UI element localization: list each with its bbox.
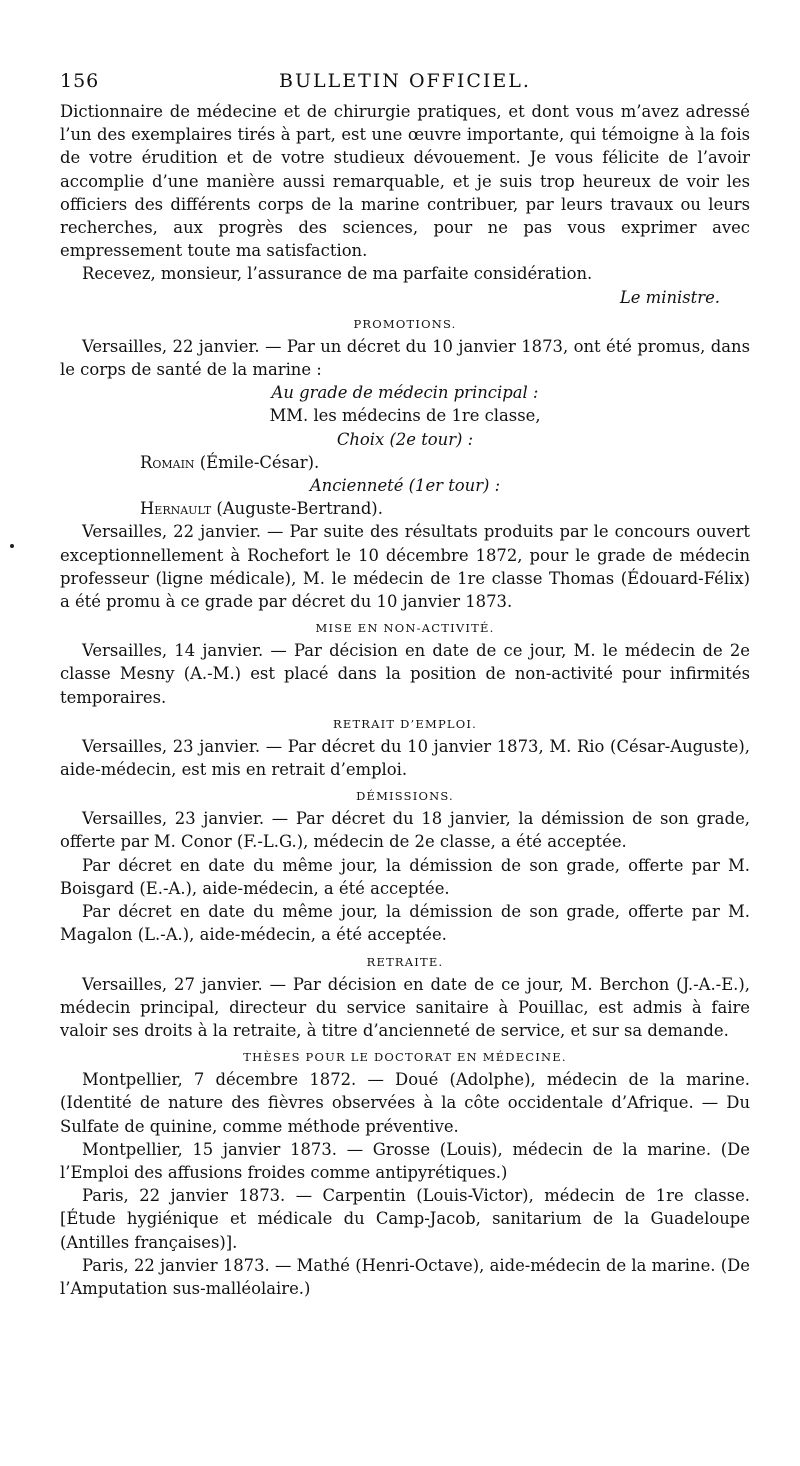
margin-dot [10,544,14,548]
letter-paragraph: Dictionnaire de médecine et de chirurgie pratiques, et dont vous m’avez adressé l’un des exemplaires tirés à part, est une œuvre importante, qui témoigne à la fois de votre érudition et de votre studieux dévouement. Je vous félicite de l’avoir accomplie d’une manière aussi remarquable, et je suis trop heureux de voir les officiers des différents corps de la marine contribuer, par leurs travaux ou leurs recherches, aux progrès des sciences, pour ne pas vous exprimer avec empressement toute ma satisfaction. [60,102,750,261]
retrait-text: Versailles, 23 janvier. — Par décret du 10 janvier 1873, M. Rio (César-Auguste), aide-médecin, est mis en retrait d’emploi. [60,736,750,780]
promotions-grade: Au grade de médecin principal : [271,383,539,403]
section-title-retraite: RETRAITE. [366,954,444,969]
demission-magalon: Par décret en date du même jour, la démission de son grade, offerte par M. Magalon (L.-A.), aide-médecin, a été acceptée. [60,902,750,945]
page-body [60,100,750,1300]
letter-signature: Le ministre. [619,287,720,307]
section-title-retrait: RETRAIT D’EMPLOI. [332,716,477,731]
these-carpentin: Paris, 22 janvier 1873. — Carpentin (Louis-Victor), médecin de 1re classe. [Étude hygiénique et médicale du Camp-Jacob, sanitarium de la Guadeloupe (Antilles françaises)]. [60,1186,750,1252]
promotions-intro: Versailles, 22 janvier. — Par un décret du 10 janvier 1873, ont été promus, dans le corps de santé de la marine : [60,336,750,380]
promotions-choix: Choix (2e tour) : [336,429,474,449]
running-title: BULLETIN OFFICIEL. [279,70,531,92]
promotions-mm: MM. les médecins de 1re classe, [269,406,541,426]
promotions-thomas: Versailles, 22 janvier. — Par suite des résultats produits par le concours ouvert exceptionnellement à Rochefort le 10 décembre 1872, pour le grade de médecin professeur (ligne médicale), M. le médecin de 1re classe Thomas (Édouard-Félix) a été promu à ce grade par décret du 10 janvier 1873. [60,522,750,612]
page-header [60,70,750,96]
these-doue: Montpellier, 7 décembre 1872. — Doué (Adolphe), médecin de la marine. (Identité de nature des fièvres observées à la côte occidentale d’Afrique. — Du Sulfate de quinine, comme méthode préventive. [60,1070,750,1136]
promoted-name-hernault [60,497,750,520]
section-title-demissions: DÉMISSIONS. [356,789,454,804]
retraite-text: Versailles, 27 janvier. — Par décision en date de ce jour, M. Berchon (J.-A.-E.), médecin principal, directeur du service sanitaire à Pouillac, est admis à faire valoir ses droits à la retraite, à titre d’ancienneté de service, et sur sa demande. [60,974,750,1040]
section-title-non-activite: MISE EN NON-ACTIVITÉ. [315,621,495,636]
forenames-hernault: (Auguste-Bertrand). [211,499,383,519]
these-grosse: Montpellier, 15 janvier 1873. — Grosse (Louis), médecin de la marine. (De l’Emploi des affusions froides comme antipyrétiques.) [60,1139,750,1182]
letter-closing: Recevez, monsieur, l’assurance de ma parfaite considération. [82,264,593,284]
promoted-name-romain [60,451,750,474]
section-title-theses: THÈSES POUR LE DOCTORAT EN MÉDECINE. [243,1050,567,1065]
these-mathe: Paris, 22 janvier 1873. — Mathé (Henri-Octave), aide-médecin de la marine. (De l’Amputation sus-malléolaire.) [60,1255,750,1298]
forenames-romain: (Émile-César). [194,452,320,472]
surname-romain: Romain [140,452,195,472]
surname-hernault: Hernault [140,499,212,519]
promotions-anciennete: Ancienneté (1er tour) : [309,476,501,496]
demission-boisgard: Par décret en date du même jour, la démission de son grade, offerte par M. Boisgard (E.-A.), aide-médecin, a été acceptée. [60,855,750,898]
section-title-promotions: PROMOTIONS. [353,316,457,331]
non-activite-text: Versailles, 14 janvier. — Par décision en date de ce jour, M. le médecin de 2e classe Mesny (A.-M.) est placé dans la position de non-activité pour infirmités temporaires. [60,641,750,707]
page-number: 156 [60,70,100,92]
demission-conor: Versailles, 23 janvier. — Par décret du 18 janvier, la démission de son grade, offerte par M. Conor (F.-L.G.), médecin de 2e classe, a été acceptée. [60,809,750,852]
